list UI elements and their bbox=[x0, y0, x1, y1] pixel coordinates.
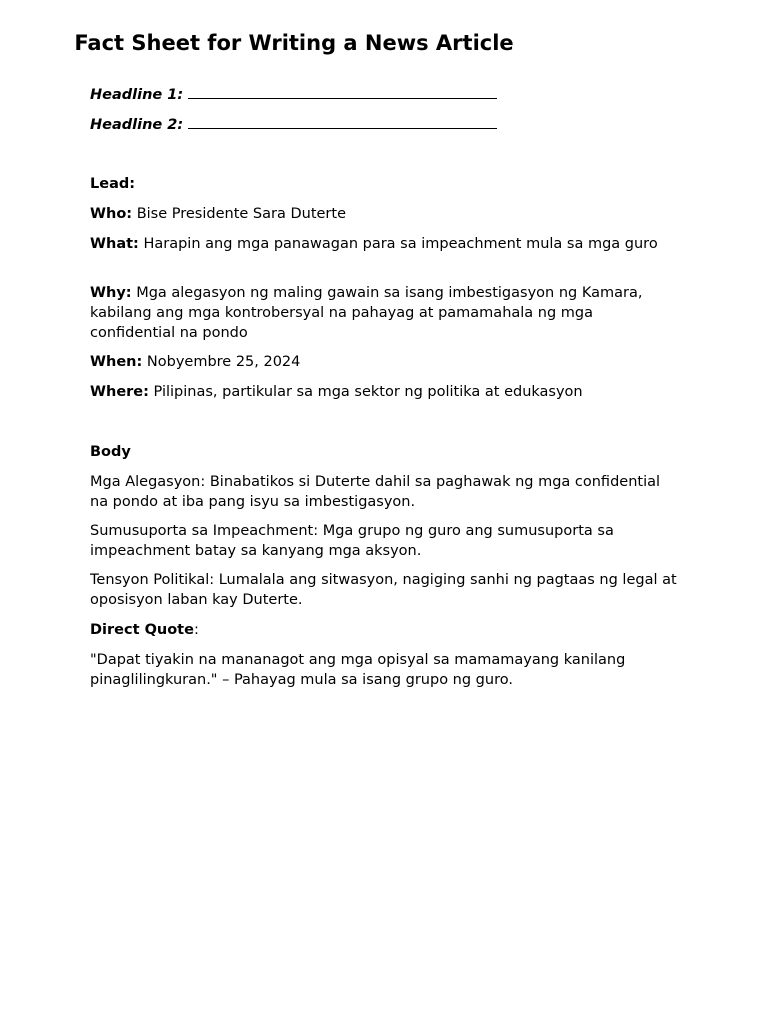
who-value: Bise Presidente Sara Duterte bbox=[136, 206, 346, 222]
direct-quote-label: Direct Quote bbox=[90, 622, 194, 638]
what-value: Harapin ang mga panawagan para sa impeachment mula sa mga guro bbox=[143, 236, 658, 252]
why-label: Why: bbox=[90, 285, 132, 301]
headline-1-blank[interactable] bbox=[188, 84, 497, 99]
lead-when bbox=[90, 352, 680, 372]
headline-2 bbox=[90, 114, 680, 135]
lead-where bbox=[90, 382, 680, 402]
body-paragraph-tension: Tensyon Politikal: Lumalala ang sitwasyon, nagiging sanhi ng pagtaas ng legal at oposisyon laban kay Duterte. bbox=[90, 572, 677, 608]
headline-2-blank[interactable] bbox=[188, 114, 497, 129]
what-label: What: bbox=[90, 236, 139, 252]
body-paragraph-allegations: Mga Alegasyon: Binabatikos si Duterte dahil sa paghawak ng mga confidential na pondo at iba pang isyu sa imbestigasyon. bbox=[90, 474, 661, 510]
when-label: When: bbox=[90, 354, 143, 370]
direct-quote-colon: : bbox=[193, 622, 199, 638]
headline-1-label: Headline 1: bbox=[90, 87, 184, 103]
when-value: Nobyembre 25, 2024 bbox=[146, 354, 301, 370]
page-title: Fact Sheet for Writing a News Article bbox=[74, 31, 514, 55]
headline-2-label: Headline 2: bbox=[90, 117, 184, 133]
where-value: Pilipinas, partikular sa mga sektor ng politika at edukasyon bbox=[153, 384, 583, 400]
direct-quote-heading bbox=[90, 620, 680, 640]
direct-quote-text: "Dapat tiyakin na mananagot ang mga opisyal sa mamamayang kanilang pinaglilingkuran." – Pahayag mula sa isang grupo ng guro. bbox=[90, 652, 626, 688]
body-paragraph-support: Sumusuporta sa Impeachment: Mga grupo ng guro ang sumusuporta sa impeachment batay sa kanyang mga aksyon. bbox=[90, 523, 614, 559]
lead-heading: Lead: bbox=[90, 176, 136, 192]
where-label: Where: bbox=[90, 384, 149, 400]
lead-what bbox=[90, 234, 680, 254]
lead-who bbox=[90, 204, 680, 224]
lead-why bbox=[90, 283, 680, 343]
who-label: Who: bbox=[90, 206, 133, 222]
headline-1 bbox=[90, 84, 680, 105]
body-heading: Body bbox=[90, 444, 131, 460]
why-value: Mga alegasyon ng maling gawain sa isang imbestigasyon ng Kamara, kabilang ang mga kontrobersyal na pahayag at pamamahala ng mga confidential na pondo bbox=[90, 285, 643, 341]
